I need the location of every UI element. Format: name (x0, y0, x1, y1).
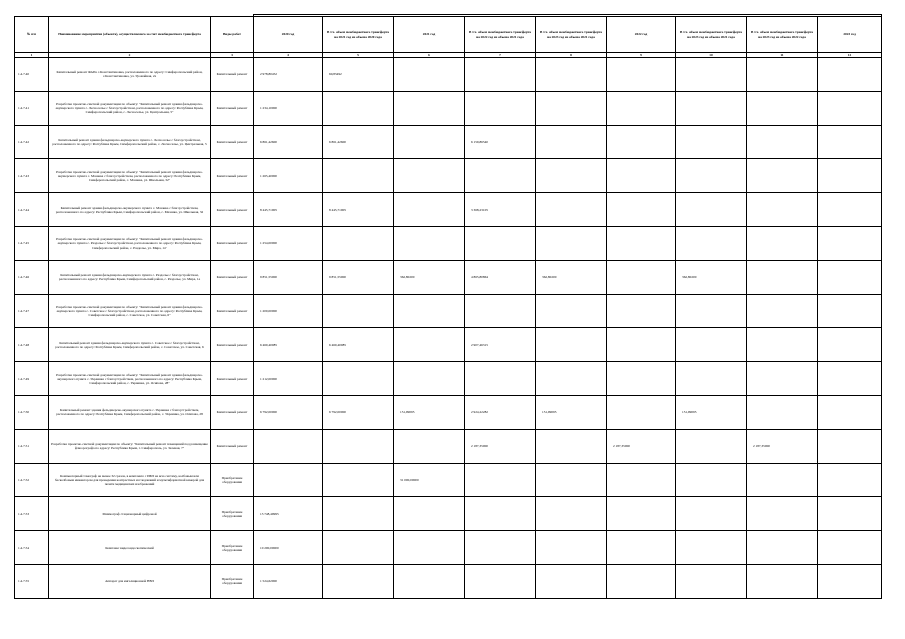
amount-cell (676, 159, 747, 193)
amount-cell (818, 396, 882, 430)
amount-cell (536, 497, 607, 531)
column-number-cell: 1 (15, 53, 49, 58)
table-row (15, 58, 882, 92)
amount-cell (607, 227, 676, 261)
row-number-cell: 1.4.7.53 (15, 497, 49, 531)
table-row (15, 362, 882, 396)
col-2020-incl-header: В т.ч. объем межбюджетного трансферта на 2021 год из объема 2020 года (323, 17, 394, 53)
row-number-cell: 1.4.7.47 (15, 294, 49, 328)
row-number-cell: 1.4.7.54 (15, 531, 49, 565)
row-number-cell: 1.4.7.41 (15, 91, 49, 125)
amount-cell (394, 362, 465, 396)
amount-cell (607, 497, 676, 531)
table-row (15, 294, 882, 328)
amount-cell (465, 565, 536, 599)
work-type-cell: Капитальный ремонт (211, 58, 254, 92)
col-2022-incl-2023a-header: В т.ч. объем межбюджетного трансферта на 2023 год из объема 2021 года (676, 17, 747, 53)
table-row (15, 328, 882, 362)
amount-cell (323, 531, 394, 565)
column-number-cell: 8 (536, 53, 607, 58)
measure-name-cell: Капитальный ремонт здания фельдшерско-акушерского пункта с. Советское с благоустройством, расположенного по адресу: Республика Крым, Симферопольский район, с. Советское, ул. Советская, 6 (49, 328, 211, 362)
amount-cell: 2 907,46315 (465, 328, 536, 362)
amount-cell (465, 159, 536, 193)
amount-cell (607, 159, 676, 193)
amount-cell: 9 851,55000 (323, 260, 394, 294)
col-no-header: № п/п (15, 17, 49, 53)
column-number-cell: 2 (49, 53, 211, 58)
amount-cell (747, 260, 818, 294)
col-2022-incl-2023b-header: В т.ч. объем межбюджетного трансферта на 2023 год из объема 2022 года (747, 17, 818, 53)
amount-cell (818, 260, 882, 294)
amount-cell (747, 531, 818, 565)
amount-cell (607, 565, 676, 599)
amount-cell (607, 294, 676, 328)
row-number-cell: 1.4.7.55 (15, 565, 49, 599)
amount-cell (465, 531, 536, 565)
row-number-cell: 1.4.7.52 (15, 463, 49, 497)
amount-cell (676, 362, 747, 396)
amount-cell (465, 91, 536, 125)
table-row (15, 125, 882, 159)
work-type-cell: Капитальный ремонт (211, 429, 254, 463)
column-number-cell: 10 (676, 53, 747, 58)
amount-cell (536, 159, 607, 193)
amount-cell: 2 924,22282 (465, 396, 536, 430)
amount-cell (536, 463, 607, 497)
col-2021-header: 2021 год (394, 17, 465, 53)
amount-cell: 362,80200 (394, 260, 465, 294)
column-number-cell: 5 (323, 53, 394, 58)
amount-cell (394, 125, 465, 159)
amount-cell (607, 58, 676, 92)
measure-name-cell: Разработка проектно-сметной документации по объекту: "Капитальный ремонт здания фельдшерско-акушерского пункта с. Раздолье с благоустройством, расположенного по адресу: Республика Крым, Симферопольский район, с. Раздолье, ул. Мира, 1а" (49, 227, 211, 261)
amount-cell: 151,99095 (676, 396, 747, 430)
measure-name-cell: Капитальный ремонт здания фельдшерско-акушерского пункта с. Мазанка с благоустройством, расположенного по адресу: Республика Крым, Симферопольский район, с. Мазанка, ул. Школьная, 32 (49, 193, 211, 227)
amount-cell (394, 565, 465, 599)
amount-cell (394, 531, 465, 565)
work-type-cell: Капитальный ремонт (211, 193, 254, 227)
table-row (15, 91, 882, 125)
amount-cell (607, 260, 676, 294)
column-number-cell: 9 (607, 53, 676, 58)
measure-name-cell: Маммограф стационарный цифровой (49, 497, 211, 531)
amount-cell: 31 000,00000 (394, 463, 465, 497)
amount-cell: 8 445,71905 (323, 193, 394, 227)
amount-cell (747, 362, 818, 396)
col-2022-header: 2022 год (607, 17, 676, 53)
amount-cell (676, 497, 747, 531)
amount-cell (818, 531, 882, 565)
amount-cell (323, 565, 394, 599)
column-number-cell: 12 (818, 53, 882, 58)
amount-cell (818, 463, 882, 497)
row-number-cell: 1.4.7.46 (15, 260, 49, 294)
amount-cell: 6 861,42600 (254, 125, 323, 159)
amount-cell (818, 91, 882, 125)
amount-cell (394, 328, 465, 362)
amount-cell (676, 328, 747, 362)
amount-cell: 6 460,40085 (323, 328, 394, 362)
work-type-cell: Приобретение оборудования (211, 565, 254, 599)
amount-cell: 1 254,00000 (254, 227, 323, 261)
amount-cell: 1 200,00000 (254, 294, 323, 328)
amount-cell: 8 445,71905 (254, 193, 323, 227)
amount-cell (394, 294, 465, 328)
work-type-cell: Капитальный ремонт (211, 328, 254, 362)
work-type-cell: Капитальный ремонт (211, 159, 254, 193)
budget-table-sheet (14, 14, 881, 599)
amount-cell: 6 159,86540 (465, 125, 536, 159)
measure-name-cell: Капитальный ремонт здания фельдшерско-акушерского пункта с. Лесноселье с благоустройством, расположенного по адресу: Республика Крым, Симферопольский район, с. Лесноселье, ул. Центральная, 5 (49, 125, 211, 159)
amount-cell (323, 463, 394, 497)
table-row (15, 429, 882, 463)
amount-cell (818, 328, 882, 362)
column-number-cell: 3 (211, 53, 254, 58)
amount-cell: 1 234,10000 (254, 91, 323, 125)
amount-cell (818, 227, 882, 261)
amount-cell (818, 565, 882, 599)
amount-cell (323, 429, 394, 463)
work-type-cell: Приобретение оборудования (211, 463, 254, 497)
amount-cell (465, 463, 536, 497)
work-type-cell: Капитальный ремонт (211, 294, 254, 328)
row-number-cell: 1.4.7.40 (15, 58, 49, 92)
row-number-cell: 1.4.7.50 (15, 396, 49, 430)
amount-cell (747, 159, 818, 193)
amount-cell (536, 531, 607, 565)
row-number-cell: 1.4.7.49 (15, 362, 49, 396)
work-type-cell: Приобретение оборудования (211, 497, 254, 531)
table-row (15, 193, 882, 227)
amount-cell (747, 227, 818, 261)
amount-cell (323, 227, 394, 261)
amount-cell (536, 294, 607, 328)
amount-cell: 151,99095 (394, 396, 465, 430)
amount-cell: 13 748,49995 (254, 497, 323, 531)
amount-cell: 10 200,00000 (254, 531, 323, 565)
amount-cell (747, 463, 818, 497)
amount-cell: 2 187,35000 (465, 429, 536, 463)
amount-cell (747, 58, 818, 92)
measure-name-cell: Разработка проектно-сметной документации по объекту: "Капитальный ремонт здания фельдшерско-акушерского пункта с. Мазанка с благоустройством, расположенного по адресу: Республика Крым, Симферопольский район, с. Мазанка, ул. Школьная, 32" (49, 159, 211, 193)
col-2021-incl-2023-header: В т.ч. объем межбюджетного трансферта на 2023 год из объема 2021 года (536, 17, 607, 53)
work-type-cell: Капитальный ремонт (211, 125, 254, 159)
amount-cell (676, 58, 747, 92)
amount-cell: 6 460,40085 (254, 328, 323, 362)
amount-cell (536, 565, 607, 599)
amount-cell (323, 362, 394, 396)
amount-cell (254, 463, 323, 497)
amount-cell: 362,80200 (536, 260, 607, 294)
amount-cell (747, 193, 818, 227)
amount-cell (536, 429, 607, 463)
row-number-cell: 1.4.7.44 (15, 193, 49, 227)
measure-name-cell: Компьютерный томограф не менее 32 срезов, в комплекте с ИБП на всю систему, колбовым или бесколбовым инжектором для проведения контрастных исследований и мультиформатной камерой для печати медицинских изображений (49, 463, 211, 497)
amount-cell (607, 362, 676, 396)
table-row (15, 260, 882, 294)
amount-cell: 6 792,00000 (254, 396, 323, 430)
col-type-header: Виды работ (211, 17, 254, 53)
amount-cell (394, 227, 465, 261)
table-row (15, 227, 882, 261)
amount-cell: 2 978,80452 (254, 58, 323, 92)
measure-name-cell: Разработка проектно-сметной документации по объекту: "Капитальный ремонт здания фельдшерско-акушерского пункта с. Советское с благоустройством, расположенного по адресу: Республика Крым, Симферопольский район, с. Советское, ул. Советская, 6" (49, 294, 211, 328)
amount-cell (676, 91, 747, 125)
measure-name-cell: Капитальный ремонт здания фельдшерско-акушерского пункта с. Украинка с благоустройством, расположенного по адресу: Республика Крым, Симферопольский район, с. Украинка, ул. Осипова, 28 (49, 396, 211, 430)
amount-cell (536, 91, 607, 125)
amount-cell (394, 193, 465, 227)
amount-cell (818, 193, 882, 227)
amount-cell (323, 159, 394, 193)
amount-cell (607, 328, 676, 362)
amount-cell (747, 91, 818, 125)
col-name-header: Наименование мероприятия (объекта), осуществляемого за счет межбюджетного трансферта (49, 17, 211, 53)
amount-cell (818, 125, 882, 159)
measure-name-cell: Разработка проектно-сметной документации по объекту: "Капитальный ремонт помещений под размещение флюорографа по адресу: Республика Крым, г. Симферополь, ул. Зеленая, 7" (49, 429, 211, 463)
measure-name-cell: Капитальный ремонт ФАПа с.Константиновка, расположенного по адресу: Симферопольский район, с.Константиновка, ул. Урожайная, 2а (49, 58, 211, 92)
amount-cell (254, 429, 323, 463)
table-row (15, 396, 882, 430)
amount-cell: 4 865,80864 (465, 260, 536, 294)
amount-cell (676, 227, 747, 261)
amount-cell (676, 429, 747, 463)
measure-name-cell: Аппарат для ингаляционной НВЛ (49, 565, 211, 599)
amount-cell: 3 368,23105 (465, 193, 536, 227)
amount-cell: 1 212,00000 (254, 362, 323, 396)
measure-name-cell: Разработка проектно-сметной документации по объекту: "Капитальный ремонт здания фельдшерско-акушерского пункта с. Лесноселье с благоустройством, расположенного по адресу: Республика Крым, Симферопольский район, с. Лесноселье, ул. Центральная, 5" (49, 91, 211, 125)
column-number-cell: 4 (254, 53, 323, 58)
amount-cell (536, 328, 607, 362)
budget-table (14, 14, 882, 599)
col-2023-header: 2023 год (818, 17, 882, 53)
column-number-cell: 6 (394, 53, 465, 58)
table-row (15, 497, 882, 531)
amount-cell (676, 531, 747, 565)
col-2020-header: 2020 год (254, 17, 323, 53)
row-number-cell: 1.4.7.48 (15, 328, 49, 362)
amount-cell (323, 294, 394, 328)
amount-cell (536, 362, 607, 396)
amount-cell: 2 187,35000 (607, 429, 676, 463)
amount-cell (747, 294, 818, 328)
amount-cell (465, 497, 536, 531)
amount-cell (818, 497, 882, 531)
column-number-cell: 11 (747, 53, 818, 58)
row-number-cell: 1.4.7.51 (15, 429, 49, 463)
amount-cell (465, 58, 536, 92)
amount-cell: 6 792,00000 (323, 396, 394, 430)
amount-cell (676, 193, 747, 227)
amount-cell (465, 362, 536, 396)
amount-cell (747, 396, 818, 430)
row-number-cell: 1.4.7.42 (15, 125, 49, 159)
amount-cell (676, 294, 747, 328)
work-type-cell: Капитальный ремонт (211, 227, 254, 261)
amount-cell (747, 328, 818, 362)
amount-cell (394, 497, 465, 531)
amount-cell (394, 159, 465, 193)
row-number-cell: 1.4.7.45 (15, 227, 49, 261)
amount-cell (818, 429, 882, 463)
amount-cell (536, 193, 607, 227)
work-type-cell: Капитальный ремонт (211, 260, 254, 294)
table-body (15, 58, 882, 599)
amount-cell (465, 227, 536, 261)
table-row (15, 565, 882, 599)
table-row (15, 531, 882, 565)
amount-cell: 1 524,62000 (254, 565, 323, 599)
amount-cell (394, 429, 465, 463)
column-number-cell: 7 (465, 53, 536, 58)
amount-cell (818, 294, 882, 328)
amount-cell (607, 531, 676, 565)
amount-cell (607, 463, 676, 497)
table-row (15, 463, 882, 497)
amount-cell (747, 497, 818, 531)
amount-cell: 6 861,42600 (323, 125, 394, 159)
amount-cell (818, 159, 882, 193)
work-type-cell: Приобретение оборудования (211, 531, 254, 565)
table-row (15, 159, 882, 193)
amount-cell (676, 463, 747, 497)
amount-cell (536, 125, 607, 159)
measure-name-cell: Комплекс видеоэндоскопический (49, 531, 211, 565)
amount-cell (536, 58, 607, 92)
amount-cell: 151,99095 (536, 396, 607, 430)
amount-cell (747, 565, 818, 599)
work-type-cell: Капитальный ремонт (211, 362, 254, 396)
amount-cell (818, 362, 882, 396)
amount-cell: 9 851,55000 (254, 260, 323, 294)
amount-cell: 60,83492 (323, 58, 394, 92)
amount-cell (607, 125, 676, 159)
work-type-cell: Капитальный ремонт (211, 91, 254, 125)
amount-cell (607, 91, 676, 125)
amount-cell (818, 58, 882, 92)
amount-cell (394, 58, 465, 92)
amount-cell (536, 227, 607, 261)
amount-cell (607, 193, 676, 227)
measure-name-cell: Капитальный ремонт здания фельдшерско-акушерского пункта с. Раздолье с благоустройством, расположенного по адресу: Республика Крым, Симферопольский район, с. Раздолье, ул. Мира, 1а (49, 260, 211, 294)
amount-cell: 2 187,35000 (747, 429, 818, 463)
amount-cell (676, 125, 747, 159)
amount-cell (747, 125, 818, 159)
amount-cell: 362,80200 (676, 260, 747, 294)
amount-cell (323, 91, 394, 125)
amount-cell (394, 91, 465, 125)
measure-name-cell: Разработка проектно-сметной документации по объекту: "Капитальный ремонт здания фельдшерско-акушерского пункта с. Украинка с благоустройством, расположенного по адресу: Республика Крым, Симферопольский район, с. Украинка, ул. Осипова, 28" (49, 362, 211, 396)
row-number-cell: 1.4.7.43 (15, 159, 49, 193)
work-type-cell: Капитальный ремонт (211, 396, 254, 430)
amount-cell (465, 294, 536, 328)
amount-cell (607, 396, 676, 430)
amount-cell (676, 565, 747, 599)
col-2021-incl-2022-header: В т.ч. объем межбюджетного трансферта на 2022 год из объема 2021 года (465, 17, 536, 53)
amount-cell (323, 497, 394, 531)
amount-cell: 1 265,40000 (254, 159, 323, 193)
